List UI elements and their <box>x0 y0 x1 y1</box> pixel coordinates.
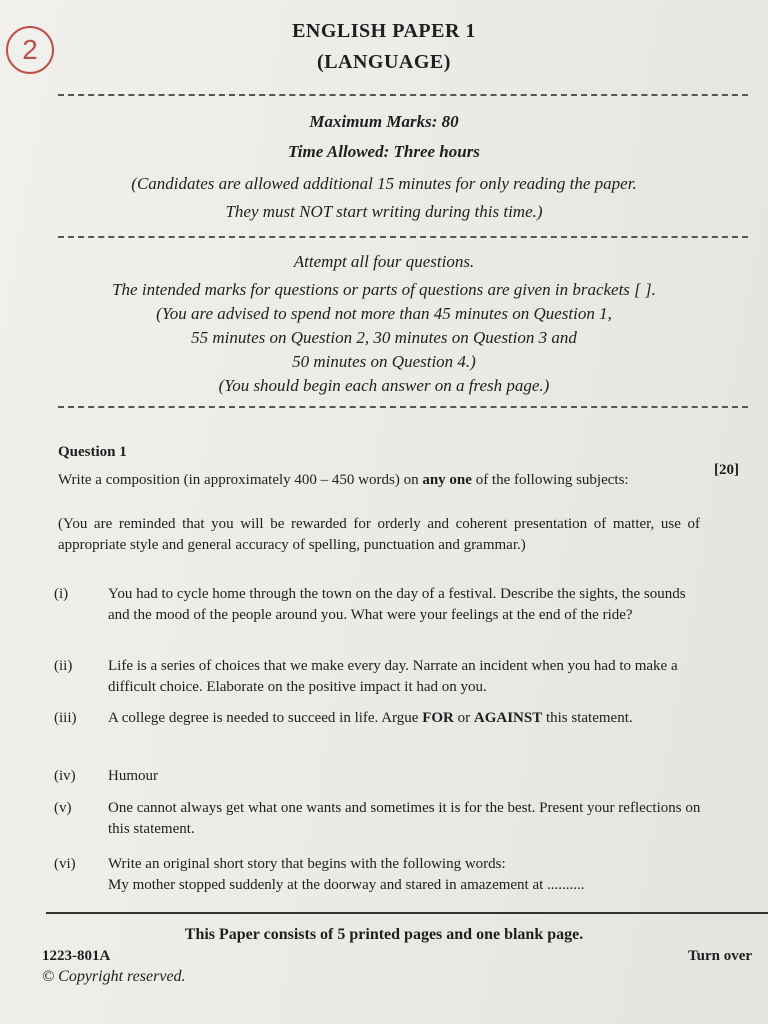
option-number: (v) <box>54 800 72 816</box>
paper-subtitle: (LANGUAGE) <box>317 51 451 73</box>
reading-time-line-2: They must NOT start writing during this time.) <box>225 202 543 221</box>
option-text <box>108 854 706 896</box>
time-allowed: Time Allowed: Three hours <box>288 142 480 161</box>
option-bold-for: FOR <box>422 710 454 726</box>
footer-divider <box>46 912 768 914</box>
paper-title: ENGLISH PAPER 1 <box>292 20 476 42</box>
pages-note: This Paper consists of 5 printed pages and one blank page. <box>184 926 584 943</box>
instruction-time-advice-2: 55 minutes on Question 2, 30 minutes on Question 3 and <box>191 328 577 347</box>
copyright-notice: © Copyright reserved. <box>42 968 186 985</box>
question-1-heading: Question 1 <box>58 444 127 460</box>
instruction-fresh-page: (You should begin each answer on a fresh page.) <box>218 376 550 395</box>
divider-1 <box>58 94 748 96</box>
option-text: Life is a series of choices that we make every day. Narrate an incident when you had to make a difficult choice. Elaborate on the positive impact it had on you. <box>108 658 678 695</box>
option-text: You had to cycle home through the town on the day of a festival. Describe the sights, the sounds and the mood of the people around you. What were your feelings at the end of the ride? <box>108 586 686 623</box>
option-text: Humour <box>108 768 158 784</box>
option-text: One cannot always get what one wants and sometimes it is for the best. Present your reflections on this statement. <box>108 800 701 837</box>
option-number: (iii) <box>54 710 77 726</box>
question-1-prompt <box>58 470 700 491</box>
divider-3 <box>58 406 748 408</box>
option-text-b: this statement. <box>542 710 633 726</box>
option-bold-against: AGAINST <box>473 710 543 726</box>
reading-time-line-1: (Candidates are allowed additional 15 minutes for only reading the paper. <box>131 174 637 193</box>
question-1-marks: [20] <box>714 462 739 478</box>
option-number: (vi) <box>54 856 76 872</box>
option-number: (ii) <box>54 658 73 674</box>
divider-2 <box>58 236 748 238</box>
option-text <box>108 708 706 729</box>
instruction-attempt-all: Attempt all four questions. <box>293 252 475 271</box>
option-text-b: My mother stopped suddenly at the doorway and stared in amazement at .......... <box>108 877 585 893</box>
option-text-a: A college degree is needed to succeed in life. Argue <box>108 710 423 726</box>
prompt-text-b: of the following subjects: <box>471 472 629 488</box>
instruction-time-advice-3: 50 minutes on Question 4.) <box>292 352 476 371</box>
maximum-marks: Maximum Marks: 80 <box>309 112 459 131</box>
option-number: (i) <box>54 586 69 602</box>
option-text-mid: or <box>453 710 474 726</box>
handwritten-page-number: 2 <box>6 26 54 74</box>
prompt-text-a: Write a composition (in approximately 400 – 450 words) on <box>58 472 423 488</box>
instruction-time-advice-1: (You are advised to spend not more than 45 minutes on Question 1, <box>156 304 612 323</box>
turn-over: Turn over <box>688 948 753 964</box>
paper-code: 1223-801A <box>42 948 111 964</box>
option-number: (iv) <box>54 768 76 784</box>
instruction-marks-brackets: The intended marks for questions or parts of questions are given in brackets [ ]. <box>112 280 656 299</box>
option-text-a: Write an original short story that begins with the following words: <box>108 856 506 872</box>
question-1-reminder: (You are reminded that you will be rewarded for orderly and coherent presentation of matter, use of appropriate style and general accuracy of spelling, punctuation and grammar.) <box>58 516 700 553</box>
prompt-bold-any-one: any one <box>422 472 472 488</box>
